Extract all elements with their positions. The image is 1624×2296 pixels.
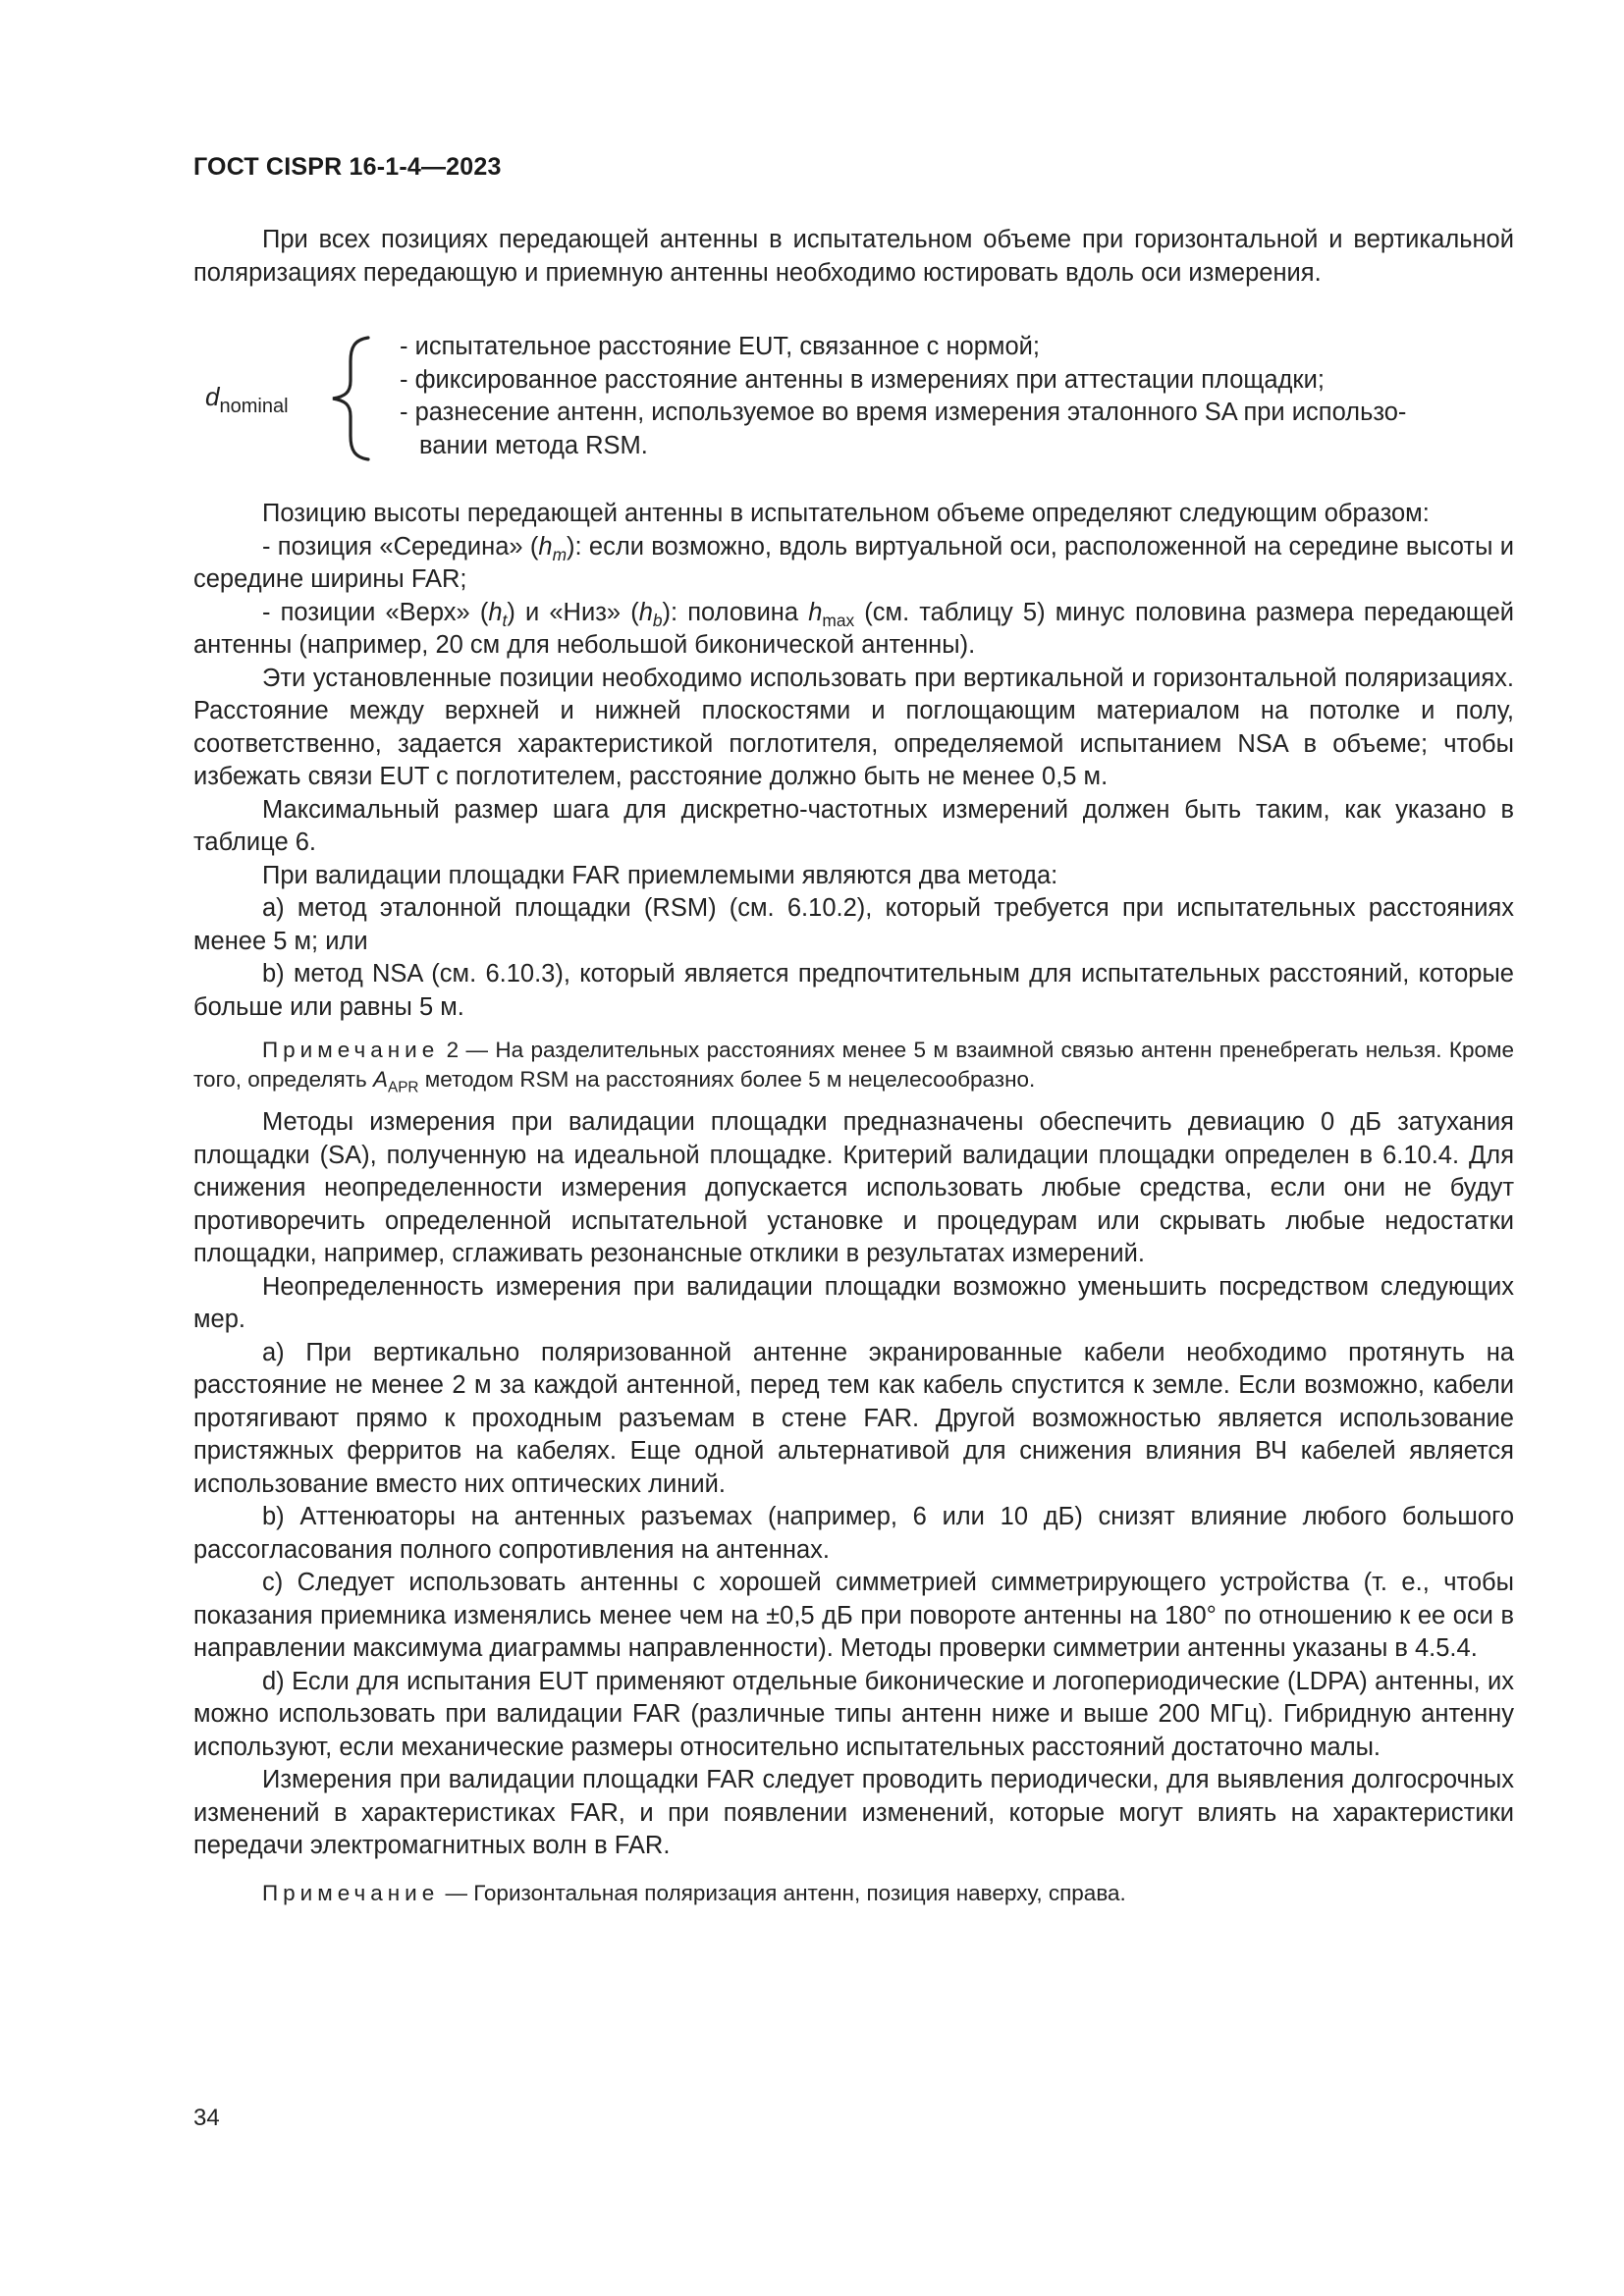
note-figure: Примечание — Горизонтальная поляризация антенн, позиция наверху, справа.	[262, 1880, 1126, 1905]
height-middle-position: - позиция «Середина» $(h_m)$: если возможно, вдоль виртуальной оси, расположенной на середине высоты и середине ширины FAR;	[193, 532, 1514, 593]
paragraph: Измерения при валидации площадки FAR следует проводить периодически, для выявления долгосрочных изменений в характеристиках FAR, и при появлении изменений, которые могут влиять на характеристики передачи электромагнитных волн в FAR.	[193, 1766, 1514, 1859]
page-number: 34	[193, 2105, 220, 2131]
list-item-c: c) Следует использовать антенны с хорошей симметрией симметрирующего устройства (т. е., чтобы показания приемника изменялись менее чем на ±0,5 дБ при повороте антенны на 180° по отношению к ее оси в направлении максимума диаграммы направленности). Методы проверки симметрии антенны указаны в 4.5.4.	[193, 1569, 1514, 1662]
intro-paragraph: При всех позициях передающей антенны в испытательном объеме при горизонтальной и вертикальной поляризациях передающую и приемную антенны необходимо юстировать вдоль оси измерения.	[193, 226, 1514, 287]
paragraph: Эти установленные позиции необходимо использовать при вертикальной и горизонтальной поляризациях. Расстояние между верхней и нижней плоскостями и поглощающим материалом на потолке и полу, соответственно, задается характеристикой поглотителя, определяемой испытанием NSA в объеме; чтобы избежать связи EUT с поглотителем, расстояние должно быть не менее 0,5 м.	[193, 664, 1514, 790]
height-top-bottom-position: - позиции «Верх» $(h_t)$ и «Низ» $(h_b)$: половина $h_{max}$ (см. таблицу 5) минус половина размера передающей антенны (например, 20 см для небольшой биконической антенны).	[193, 598, 1514, 659]
list-item-b: b) Аттенюаторы на антенных разъемах (например, 6 или 10 дБ) снизят влияние любого большого рассогласования полного сопротивления на антеннах.	[193, 1503, 1514, 1564]
d-nominal-list	[400, 331, 1514, 462]
d-nominal-item-continuation: вании метода RSM.	[419, 431, 648, 459]
d-nominal-definition	[193, 331, 1514, 468]
document-header: ГОСТ CISPR 16-1-4—2023	[193, 153, 502, 181]
paragraph: Максимальный размер шага для дискретно-частотных измерений должен быть таким, как указано в таблице 6.	[193, 795, 1514, 856]
d-nominal-symbol: $d_{nominal}$	[205, 382, 289, 417]
list-item-a: a) метод эталонной площадки (RSM) (см. 6.10.2), который требуется при испытательных расстояниях менее 5 м; или	[193, 894, 1514, 955]
paragraph: При валидации площадки FAR приемлемыми являются два метода:	[262, 861, 1058, 889]
curly-brace-icon	[329, 336, 372, 461]
d-nominal-item: - фиксированное расстояние антенны в измерениях при аттестации площадки;	[400, 365, 1325, 394]
height-intro: Позицию высоты передающей антенны в испытательном объеме определяют следующим образом:	[262, 500, 1430, 527]
d-nominal-item: - разнесение антенн, используемое во время измерения эталонного SA при использо-	[400, 399, 1407, 426]
list-item-a: a) При вертикально поляризованной антенне экранированные кабели необходимо протянуть на расстояние не менее 2 м за каждой антенной, перед тем как кабель спустится к земле. Если возможно, кабели протягивают прямо к проходным разъемам в стене FAR. Другой возможностью является использование пристяжных ферритов на кабелях. Еще одной альтернативой для снижения влияния ВЧ кабелей является использование вместо них оптических линий.	[193, 1338, 1514, 1498]
intro-section	[193, 224, 1514, 290]
paragraph: Неопределенность измерения при валидации площадки возможно уменьшить посредством следующих мер.	[193, 1272, 1514, 1333]
list-item-d: d) Если для испытания EUT применяют отдельные биконические и логопериодические (LDPA) антенны, их можно использовать при валидации FAR (различные типы антенн ниже и выше 200 МГц). Гибридную антенну используют, если механические размеры относительно испытательных расстояний достаточно малы.	[193, 1667, 1514, 1761]
list-item-b: b) метод NSA (см. 6.10.3), который является предпочтительным для испытательных расстояний, которые больше или равны 5 м.	[193, 960, 1514, 1021]
d-nominal-item: - испытательное расстояние EUT, связанное с нормой;	[400, 333, 1040, 360]
main-section	[193, 498, 1514, 1908]
paragraph: Методы измерения при валидации площадки предназначены обеспечить девиацию 0 дБ затухания площадки (SA), полученную на идеальной площадке. Критерий валидации площадки определен в 6.10.4. Для снижения неопределенности измерения допускается использовать любые средства, если они не будут противоречить определенной испытательной установке и процедурам или скрывать любые недостатки площадки, например, сглаживать резонансные отклики в результатах измерений.	[193, 1108, 1514, 1267]
note-2: Примечание 2 — На разделительных расстояниях менее 5 м взаимной связью антенн пренебрегать нельзя. Кроме того, определять $A_{APR}$ методом RSM на расстояниях более 5 м нецелесообразно.	[193, 1038, 1515, 1096]
